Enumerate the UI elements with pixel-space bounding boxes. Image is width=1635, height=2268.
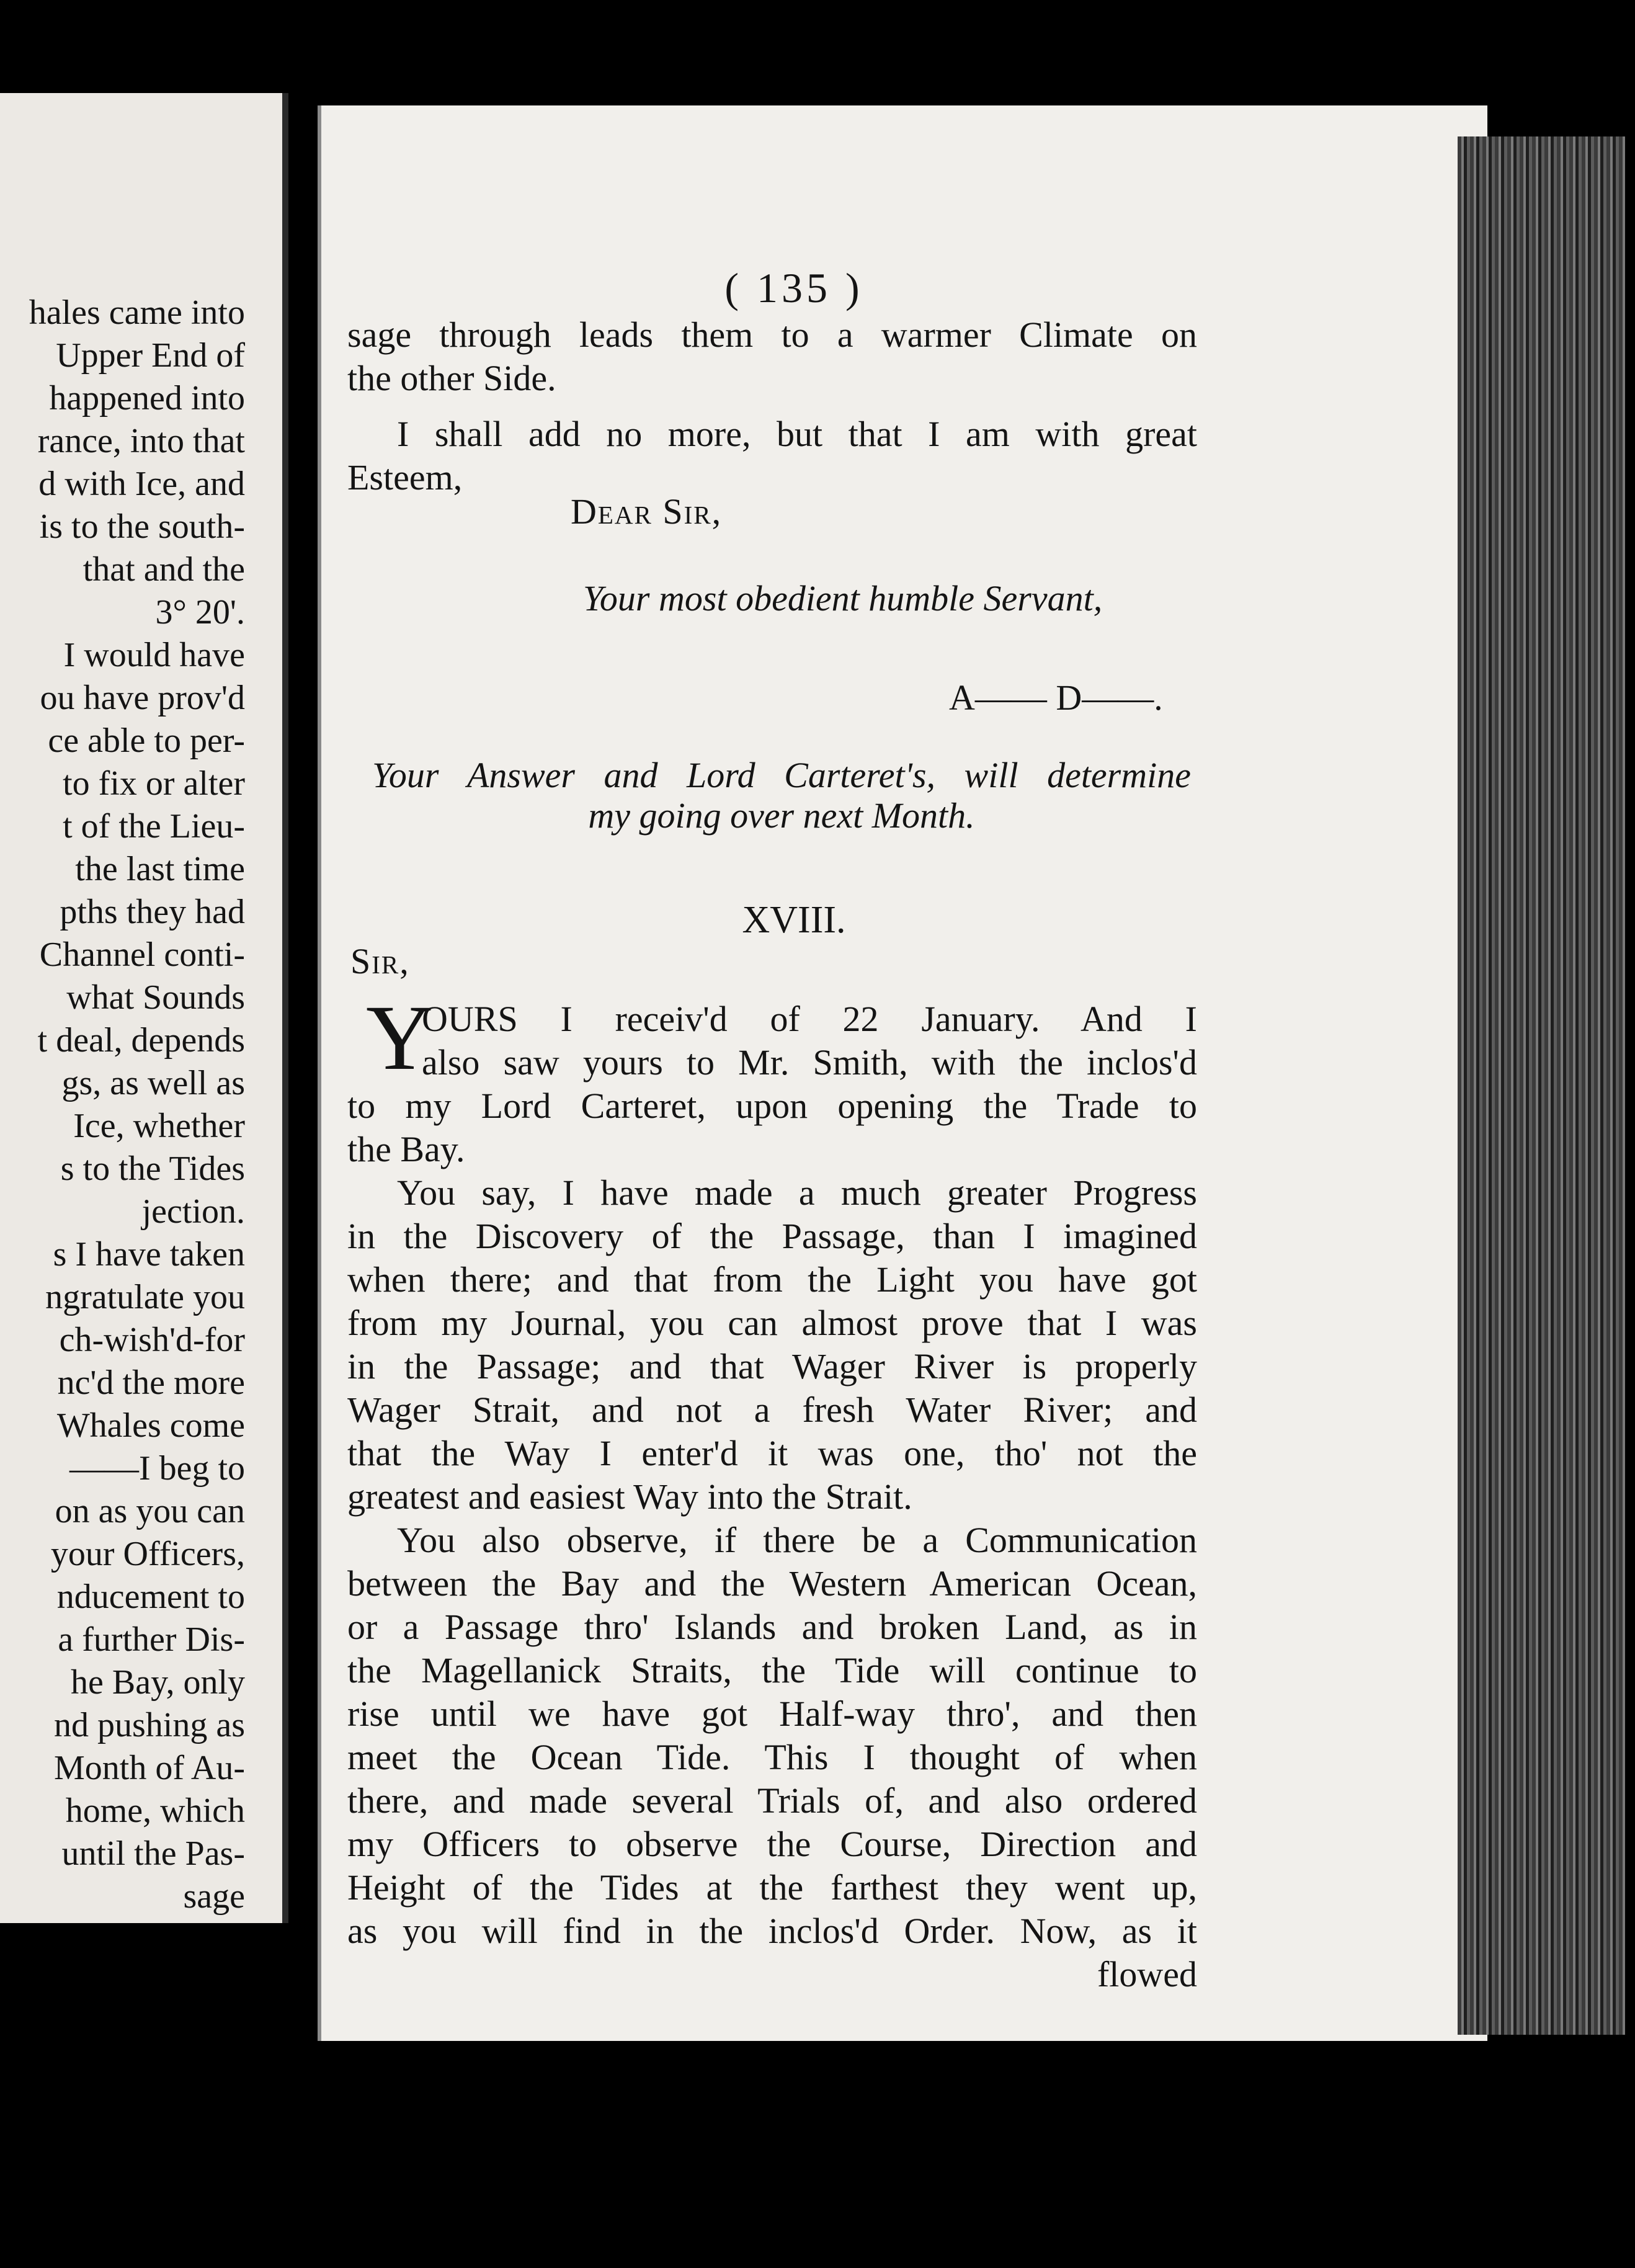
text-line: Height of the Tides at the farthest they went up, — [347, 1867, 1197, 1908]
text-line: Wager Strait, and not a fresh Water River; and — [347, 1390, 1197, 1430]
letter-salutation: Sir, — [350, 941, 410, 981]
left-line: I would have — [63, 636, 245, 674]
text-line: in the Passage; and that Wager River is properly — [347, 1346, 1197, 1386]
text-line: when there; and that from the Light you have got — [347, 1259, 1197, 1300]
left-line: nd pushing as — [54, 1706, 245, 1744]
text-line: there, and made several Trials of, and also ordered — [347, 1780, 1197, 1821]
left-line: the last time — [75, 850, 245, 888]
postscript-line: my going over next Month. — [588, 795, 975, 836]
left-line: Channel conti- — [39, 935, 245, 974]
text-line: from my Journal, you can almost prove that I was — [347, 1303, 1197, 1343]
text-line: as you will find in the inclos'd Order. Now, as it — [347, 1911, 1197, 1951]
left-line: 3° 20'. — [155, 593, 245, 632]
left-line: until the Pas- — [61, 1834, 245, 1873]
left-line: happened into — [49, 379, 245, 417]
left-line: is to the south- — [39, 507, 245, 546]
left-line: sage — [183, 1877, 245, 1916]
text-line: between the Bay and the Western American Ocean, — [347, 1563, 1197, 1604]
signature: A—— D——. — [949, 677, 1163, 718]
left-line: ngratulate you — [45, 1278, 245, 1316]
left-line: hales came into — [29, 293, 245, 332]
text-line: You also observe, if there be a Communication — [397, 1520, 1197, 1560]
text-line: the other Side. — [347, 358, 556, 398]
left-line: gs, as well as — [61, 1064, 245, 1102]
left-line: ce able to per- — [48, 721, 245, 760]
left-line: home, which — [65, 1792, 245, 1830]
left-line: to fix or alter — [63, 764, 245, 803]
left-line: t of the Lieu- — [63, 807, 245, 846]
left-line: s I have taken — [53, 1235, 245, 1274]
left-line: Upper End of — [56, 336, 245, 375]
left-line: ou have prov'd — [40, 679, 245, 717]
left-page-text — [0, 292, 245, 1918]
text-line: the Bay. — [347, 1129, 465, 1169]
left-line: your Officers, — [50, 1535, 245, 1573]
left-line: that and the — [82, 550, 245, 589]
text-line: that the Way I enter'd it was one, tho' not the — [347, 1433, 1197, 1473]
left-line: a further Dis- — [58, 1620, 245, 1659]
text-line: greatest and easiest Way into the Strait. — [347, 1476, 912, 1517]
left-line: ——I beg to — [69, 1449, 245, 1488]
left-line: what Sounds — [66, 978, 245, 1017]
text-line: my Officers to observe the Course, Direction and — [347, 1824, 1197, 1864]
postscript-line: Your Answer and Lord Carteret's, will determine — [372, 755, 1191, 795]
text-line: to my Lord Carteret, upon opening the Trade to — [347, 1086, 1197, 1126]
text-line: or a Passage thro' Islands and broken Land, as in — [347, 1607, 1197, 1647]
text-line: also saw yours to Mr. Smith, with the inclos'd — [422, 1042, 1197, 1083]
catchword: flowed — [1097, 1954, 1197, 1994]
text-line: meet the Ocean Tide. This I thought of when — [347, 1737, 1197, 1777]
letter-number: XVIII. — [742, 899, 846, 941]
left-line: rance, into that — [37, 422, 245, 460]
text-line: I shall add no more, but that I am with great — [397, 414, 1197, 454]
left-line: he Bay, only — [71, 1663, 245, 1702]
left-line: nducement to — [56, 1578, 245, 1616]
left-line: on as you can — [55, 1492, 245, 1530]
salutation: Dear Sir, — [571, 491, 723, 532]
drop-cap: Y — [366, 986, 434, 1089]
page-edges — [1458, 136, 1625, 2035]
left-line: jection. — [141, 1192, 245, 1231]
left-line: Whales come — [56, 1406, 245, 1445]
left-line: s to the Tides — [60, 1150, 245, 1188]
left-line: ch-wish'd-for — [59, 1321, 245, 1359]
left-page — [0, 93, 288, 1923]
text-line: You say, I have made a much greater Progress — [397, 1172, 1197, 1213]
closing: Your most obedient humble Servant, — [583, 578, 1103, 618]
text-line: sage through leads them to a warmer Climate on — [347, 315, 1197, 355]
left-line: pths they had — [60, 893, 245, 931]
left-line: Ice, whether — [73, 1107, 245, 1145]
text-line: OURS I receiv'd of 22 January. And I — [422, 999, 1197, 1039]
left-line: Month of Au- — [54, 1749, 245, 1787]
left-line: nc'd the more — [57, 1364, 245, 1402]
text-line: in the Discovery of the Passage, than I imagined — [347, 1216, 1197, 1256]
left-line: d with Ice, and — [38, 465, 245, 503]
left-line: t deal, depends — [37, 1021, 245, 1060]
text-line: Esteem, — [347, 457, 463, 498]
text-line: the Magellanick Straits, the Tide will continue to — [347, 1650, 1197, 1690]
text-line: rise until we have got Half-way thro', and then — [347, 1694, 1197, 1734]
page-number: ( 135 ) — [724, 264, 863, 311]
